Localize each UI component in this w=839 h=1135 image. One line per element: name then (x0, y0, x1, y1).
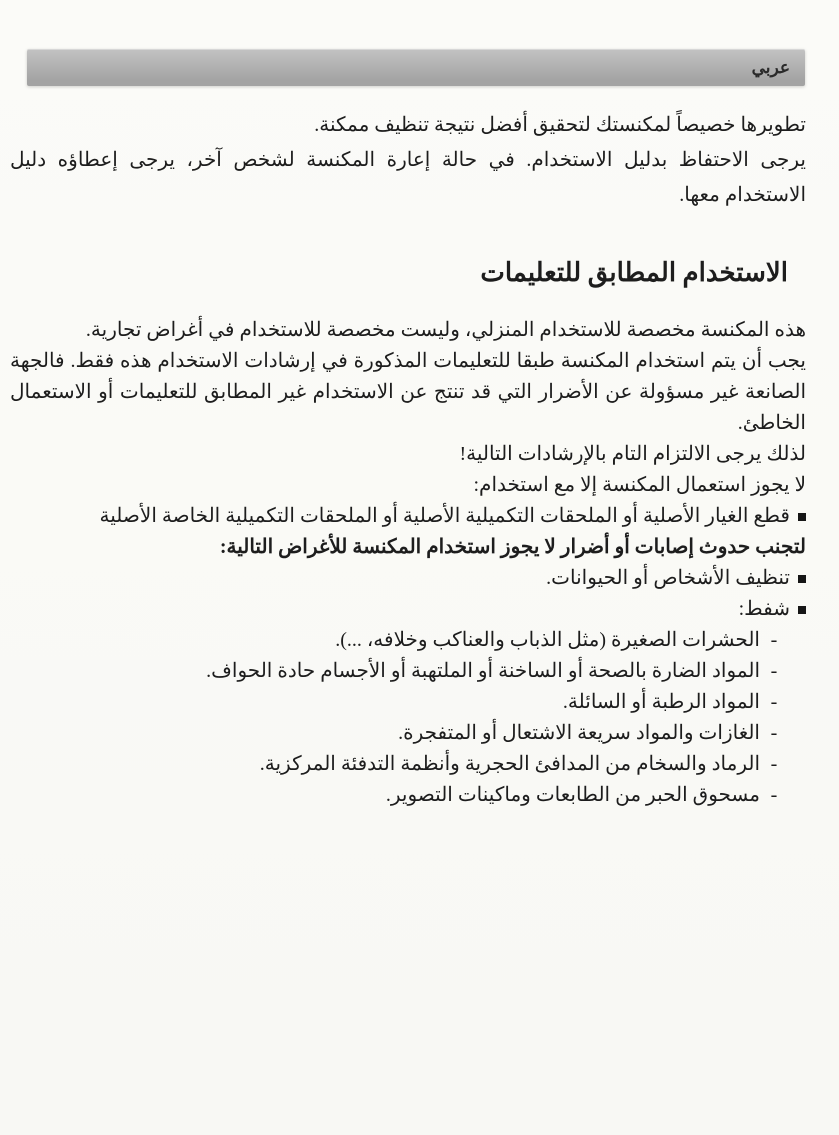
sub-list-item-flammable-gases (10, 718, 806, 749)
list-item-text: قطع الغيار الأصلية أو الملحقات التكميلية الأصلية أو الملحقات التكميلية الخاصة الأصلية (99, 505, 790, 527)
square-bullet-icon (798, 575, 806, 583)
list-item-suction (10, 594, 806, 625)
list-item-text: شفط: (738, 598, 790, 620)
list-item-text: تنظيف الأشخاص أو الحيوانات. (546, 567, 790, 589)
sub-list-item-insects (10, 625, 806, 656)
sub-list-item-text: الغازات والمواد سريعة الاشتعال أو المتفجرة. (398, 722, 760, 744)
warning-paragraph: لتجنب حدوث إصابات أو أضرار لا يجوز استخدام المكنسة للأغراض التالية: (219, 536, 806, 558)
sub-list-item-wet-materials (10, 687, 806, 718)
list-item-original-parts (10, 501, 806, 532)
intro-paragraph-1: تطويرها خصيصاً لمكنستك لتحقيق أفضل نتيجة تنظيف ممكنة. (314, 114, 806, 136)
body-paragraph-domestic-use: هذه المكنسة مخصصة للاستخدام المنزلي، وليست مخصصة للاستخدام في أغراض تجارية. (85, 319, 806, 341)
dash-marker: - (770, 660, 778, 682)
square-bullet-icon (798, 513, 806, 521)
suction-sub-list (10, 625, 806, 811)
sub-list-item-text: الحشرات الصغيرة (مثل الذباب والعناكب وخلافه، ...). (335, 629, 760, 651)
language-label: عربي (751, 57, 790, 77)
sub-list-item-text: مسحوق الحبر من الطابعات وماكينات التصوير. (385, 784, 760, 806)
body-paragraph-comply-instructions: لذلك يرجى الالتزام التام بالإرشادات التالية! (459, 443, 806, 465)
dash-marker: - (770, 784, 778, 806)
language-header-bar (27, 49, 805, 86)
square-bullet-icon (798, 606, 806, 614)
sub-list-item-text: المواد الرطبة أو السائلة. (562, 691, 760, 713)
dash-marker: - (770, 629, 778, 651)
sub-list-item-toner (10, 780, 806, 811)
intro-paragraph-2: يرجى الاحتفاظ بدليل الاستخدام. في حالة إعارة المكنسة لشخص آخر، يرجى إعطاؤه دليل الاستخدام معها. (10, 149, 806, 206)
body-paragraph-only-use-with: لا يجوز استعمال المكنسة إلا مع استخدام: (473, 474, 806, 496)
dash-marker: - (770, 691, 778, 713)
sub-list-item-ash-soot (10, 749, 806, 780)
page-content (10, 86, 806, 811)
section-title: الاستخدام المطابق للتعليمات (480, 258, 788, 287)
sub-list-item-hazardous-materials (10, 656, 806, 687)
list-item-cleaning-people (10, 563, 806, 594)
section-body (10, 315, 806, 811)
sub-list-item-text: الرماد والسخام من المدافئ الحجرية وأنظمة التدفئة المركزية. (259, 753, 760, 775)
dash-marker: - (770, 753, 778, 775)
body-paragraph-manufacturer-liability: يجب أن يتم استخدام المكنسة طبقا للتعليمات المذكورة في إرشادات الاستخدام هذه فقط. فالجهة الصانعة غير مسؤولة عن الأضرار التي قد تنتج عن الاستخدام غير المطابق للتعليمات أو الاستعمال الخاطئ. (10, 350, 806, 434)
dash-marker: - (770, 722, 778, 744)
sub-list-item-text: المواد الضارة بالصحة أو الساخنة أو الملتهبة أو الأجسام حادة الحواف. (206, 660, 760, 682)
